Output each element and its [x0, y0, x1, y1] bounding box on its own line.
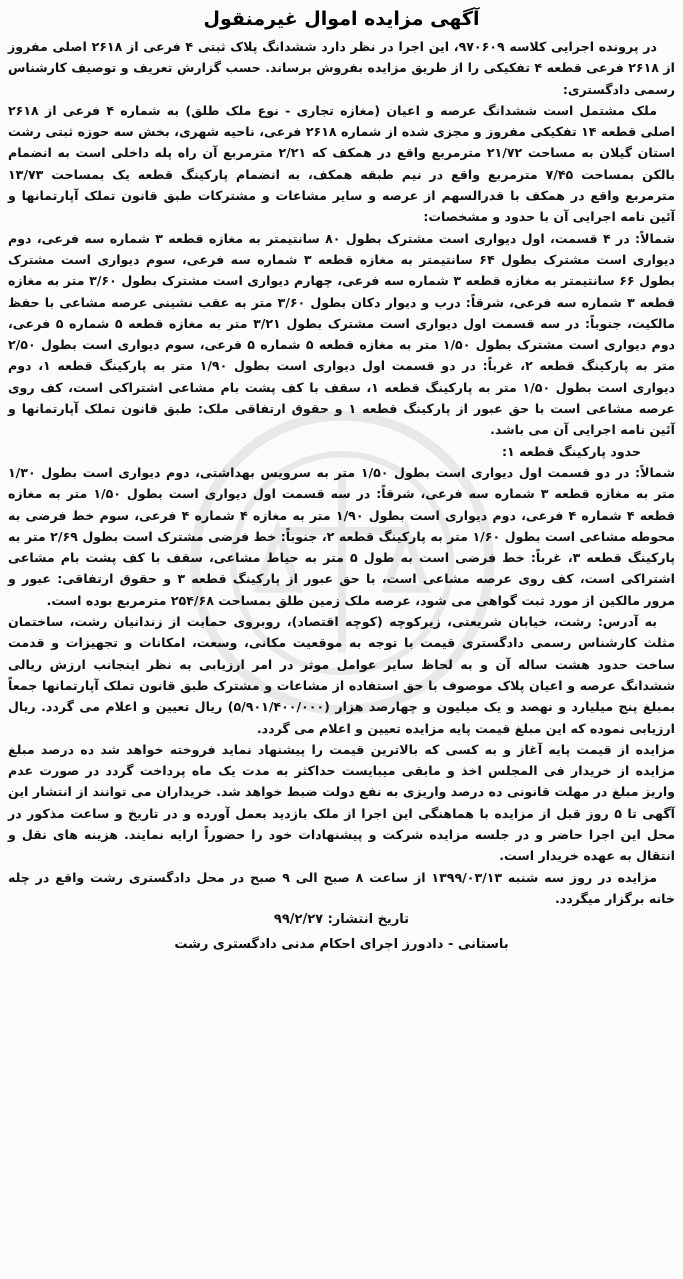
auction-terms: مزایده از قیمت پایه آغاز و به کسی که بالاترین قیمت را پیشنهاد نماید فروخته خواهد شد ده درصد مبلغ مزایده از خریدار فی المجلس اخذ و مابقی میبایست حداکثر به مدت یک ماه پرداخت گردد در صورت عدم واریز مبلغ در مهلت قانونی ده درصد واریزی به نفع دولت ضبط خواهد شد. خریداران می توانند از انتشار این آگهی تا ۵ روز قبل از مزایده با هماهنگی این اجرا از ملک بازدید بعمل آورده و در تاریخ و ساعت مذکور در محل این اجرا حاضر و در جلسه مزایده شرکت و پیشنهادات خود را حضوراً ارایه نمایند. هزینه های نقل و انتقال به عهده خریدار است. — [8, 741, 675, 864]
notice-title: آگهی مزایده اموال غیرمنقول — [203, 8, 480, 30]
parking-boundaries: شمالاً: در دو قسمت اول دیواری است بطول ۱/۵۰ متر به سرویس بهداشتی، دوم دیواری است بطول ۱/۳۰ متر به مغازه قطعه ۳ شماره سه فرعی، شرقاً: در سه قسمت اول دیواری است بطول ۱/۵۰ متر به مغازه قطعه ۴ شماره ۴ فرعی، دوم دیواری است بطول ۱/۹۰ متر به مغازه ۴ شماره ۴ فرعی، سوم خط فرضی به محوطه مشاعی است بطول ۱/۶۰ متر به پارکینگ قطعه ۲، جنوباً: خط فرضی مشترک است بطول ۲/۶۹ متر به پارکینگ قطعه ۳، غرباً: خط فرضی است به طول ۵ متر به حیاط مشاعی، سقف با کف پشت بام مشاعی اشتراکی است، کف روی عرصه مشاعی است، با حق عبور از پارکینگ قطعه ۳ و حقوق ارتفاقی: عبور و مرور مالکین از مورد ثبت گواهی می شود، عرصه ملک زمین طلق بمساحت ۲۵۴/۶۸ مترمربع بوده است. — [8, 464, 676, 608]
auction-time: مزایده در روز سه شنبه ۱۳۹۹/۰۳/۱۳ از ساعت ۸ صبح الی ۹ صبح در محل دادگستری رشت واقع در چله خانه برگزار میگردد. — [8, 869, 675, 906]
publish-date: تاریخ انتشار: ۹۹/۲/۲۷ — [273, 912, 410, 928]
parking-heading: حدود پارکینگ قطعه ۱: — [502, 443, 641, 459]
property-description: ملک مشتمل است ششدانگ عرصه و اعیان (مغازه تجاری - نوع ملک طلق) به شماره ۴ فرعی از ۲۶۱۸ اصلی قطعه ۱۴ تفکیکی مفروز و مجزی شده از شماره ۲۶۱۸ فرعی، ناحیه شهری، بخش سه حوزه ثبتی رشت استان گیلان به مساحت ۲۱/۷۲ مترمربع واقع در همکف که ۲/۲۱ مترمربع آن راه پله داخلی است به انضمام بالکن بمساحت ۷/۴۵ مترمربع واقع در نیم طبقه همکف، به انضمام پارکینگ قطعه یک بمساحت ۱۳/۷۳ مترمربع واقع در همکف با قدرالسهم از عرصه و سایر مشاعات و مشترکات طبق قانون تملک آپارتمانها و آئین نامه اجرایی آن با حدود و مشخصات: — [8, 102, 675, 225]
address-valuation: به آدرس: رشت، خیابان شریعتی، زیرکوچه (کوچه اقتصاد)، روبروی حمایت از زندانیان رشت، ساختمان مثلث کارشناس رسمی دادگستری قیمت با توجه به موقعیت مکانی، وسعت، امکانات و تجهیزات و قدمت ساخت حدود هشت ساله آن و به لحاظ سایر عوامل موثر در امر ارزیابی به نظر اینجانب ارزش ریالی ششدانگ عرصه و اعیان پلاک موصوف با حق استفاده از مشاعات و مشترک طبق قانون تملک آپارتمانها جمعاً بمبلغ پنج میلیارد و نهصد و یک میلیون و چهارصد هزار (۵/۹۰۱/۴۰۰/۰۰۰) ریال تعیین و اعلام می گردد. ریال ارزیابی نموده که این مبلغ قیمت پایه مزایده تعیین و اعلام می گردد. — [8, 614, 675, 736]
signature: باستانی - دادورز اجرای احکام مدنی دادگستری رشت — [174, 937, 509, 953]
shop-boundaries: شمالاً: در ۴ قسمت، اول دیواری است مشترک بطول ۸۰ سانتیمتر به مغازه قطعه ۳ شماره سه فرعی، دوم دیواری است مشترک بطول ۶۴ سانتیمتر به مغازه قطعه ۳ شماره سه فرعی، سوم دیواری است مشترک بطول ۶۶ سانتیمتر به مغازه قطعه ۳ شماره سه فرعی، چهارم دیواری است مشترک بطول ۳/۶۰ متر به مغازه قطعه ۳ شماره سه فرعی، شرقاً: درب و دیوار دکان بطول ۳/۶۰ متر به عقب نشینی عرصه مشاعی با حفظ مالکیت، جنوباً: در سه قسمت اول دیواری است مشترک بطول ۳/۲۱ متر به مغازه قطعه ۵ شماره ۵ فرعی، دوم دیواری است مشترک بطول ۱/۵۰ متر به مغازه قطعه ۵ شماره ۵ فرعی، سوم دیواری است بطول ۲/۵۰ متر به پارکینگ قطعه ۲، غرباً: در دو قسمت اول دیواری است بطول ۱/۹۰ متر به پارکینگ قطعه ۱، دوم دیواری است بطول ۱/۵۰ متر به پارکینگ قطعه ۱، سقف با کف پشت بام مشاعی اشتراکی است، کف روی عرصه مشاعی است با حق عبور از پارکینگ قطعه ۱ و حقوق ارتفاقی ملک: طبق قانون تملک آپارتمانها و آئین نامه اجرایی آن می باشد. — [8, 230, 676, 438]
intro-paragraph: در پرونده اجرایی کلاسه ۹۷۰۶۰۹، این اجرا در نظر دارد ششدانگ پلاک ثبتی ۴ فرعی از ۲۶۱۸ اصلی مفروز از ۲۶۱۸ فرعی قطعه ۴ تفکیکی را از طریق مزایده بفروش برساند. حسب گزارش تعریف و توصیف کارشناس رسمی دادگستری: — [8, 39, 675, 97]
